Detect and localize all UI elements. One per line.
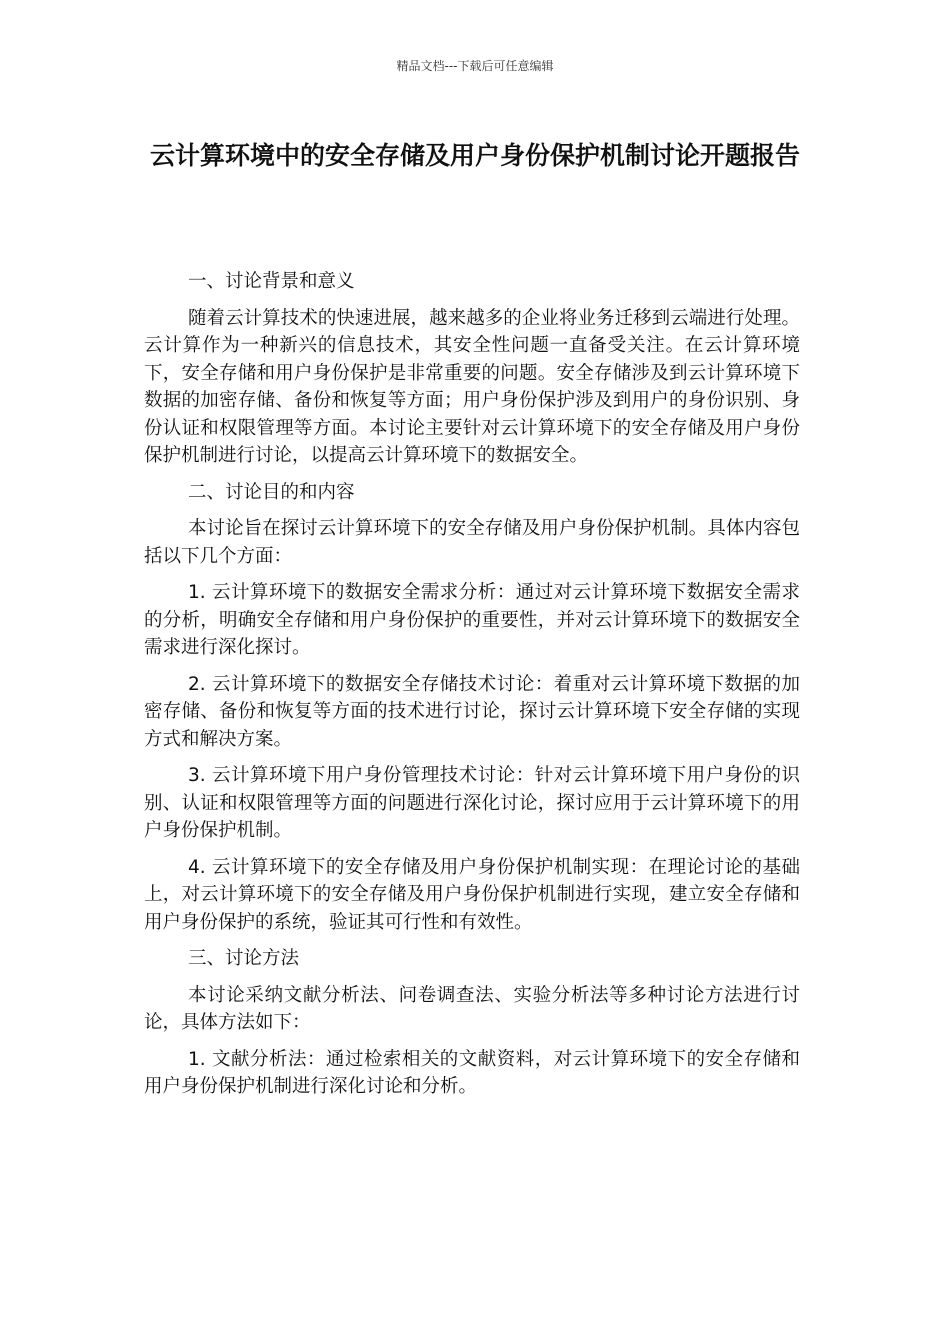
paragraph-methods-intro: 本讨论采纳文献分析法、问卷调查法、实验分析法等多种讨论方法进行讨论，具体方法如下： [144,984,800,1033]
paragraph-background: 随着云计算技术的快速进展，越来越多的企业将业务迁移到云端进行处理。云计算作为一种新兴的信息技术，其安全性问题一直备受关注。在云计算环境下，安全存储和用户身份保护是非常重要的问题。安全存储涉及到云计算环境下数据的加密存储、备份和恢复等方面；用户身份保护涉及到用户的身份识别、身份认证和权限管理等方面。本讨论主要针对云计算环境下的安全存储及用户身份保护机制进行讨论，以提高云计算环境下的数据安全。 [144,307,800,466]
list-item-purpose-1: 1. 云计算环境下的数据安全需求分析：通过对云计算环境下数据安全需求的分析，明确安全存储和用户身份保护的重要性，并对云计算环境下的数据安全需求进行深化探讨。 [144,582,800,658]
list-item-methods-1: 1. 文献分析法：通过检索相关的文献资料，对云计算环境下的安全存储和用户身份保护机制进行深化讨论和分析。 [144,1048,800,1097]
list-item-purpose-2: 2. 云计算环境下的数据安全存储技术讨论：着重对云计算环境下数据的加密存储、备份和恢复等方面的技术进行讨论，探讨云计算环境下安全存储的实现方式和解决方案。 [144,673,800,750]
header-note: 精品文档---下载后可任意编辑 [396,59,554,73]
list-item-purpose-4: 4. 云计算环境下的安全存储及用户身份保护机制实现：在理论讨论的基础上，对云计算环境下的安全存储及用户身份保护机制进行实现，建立安全存储和用户身份保护的系统，验证其可行性和有效性。 [144,856,800,933]
section-heading-background: 一、讨论背景和意义 [188,271,355,292]
paragraph-purpose-intro: 本讨论旨在探讨云计算环境下的安全存储及用户身份保护机制。具体内容包括以下几个方面： [144,518,800,567]
section-heading-methods: 三、讨论方法 [188,948,300,969]
document-body [144,268,800,1110]
document-title: 云计算环境中的安全存储及用户身份保护机制讨论开题报告 [149,141,800,170]
section-heading-purpose: 二、讨论目的和内容 [188,481,355,503]
list-item-purpose-3: 3. 云计算环境下用户身份管理技术讨论：针对云计算环境下用户身份的识别、认证和权限管理等方面的问题进行深化讨论，探讨应用于云计算环境下的用户身份保护机制。 [144,765,800,841]
